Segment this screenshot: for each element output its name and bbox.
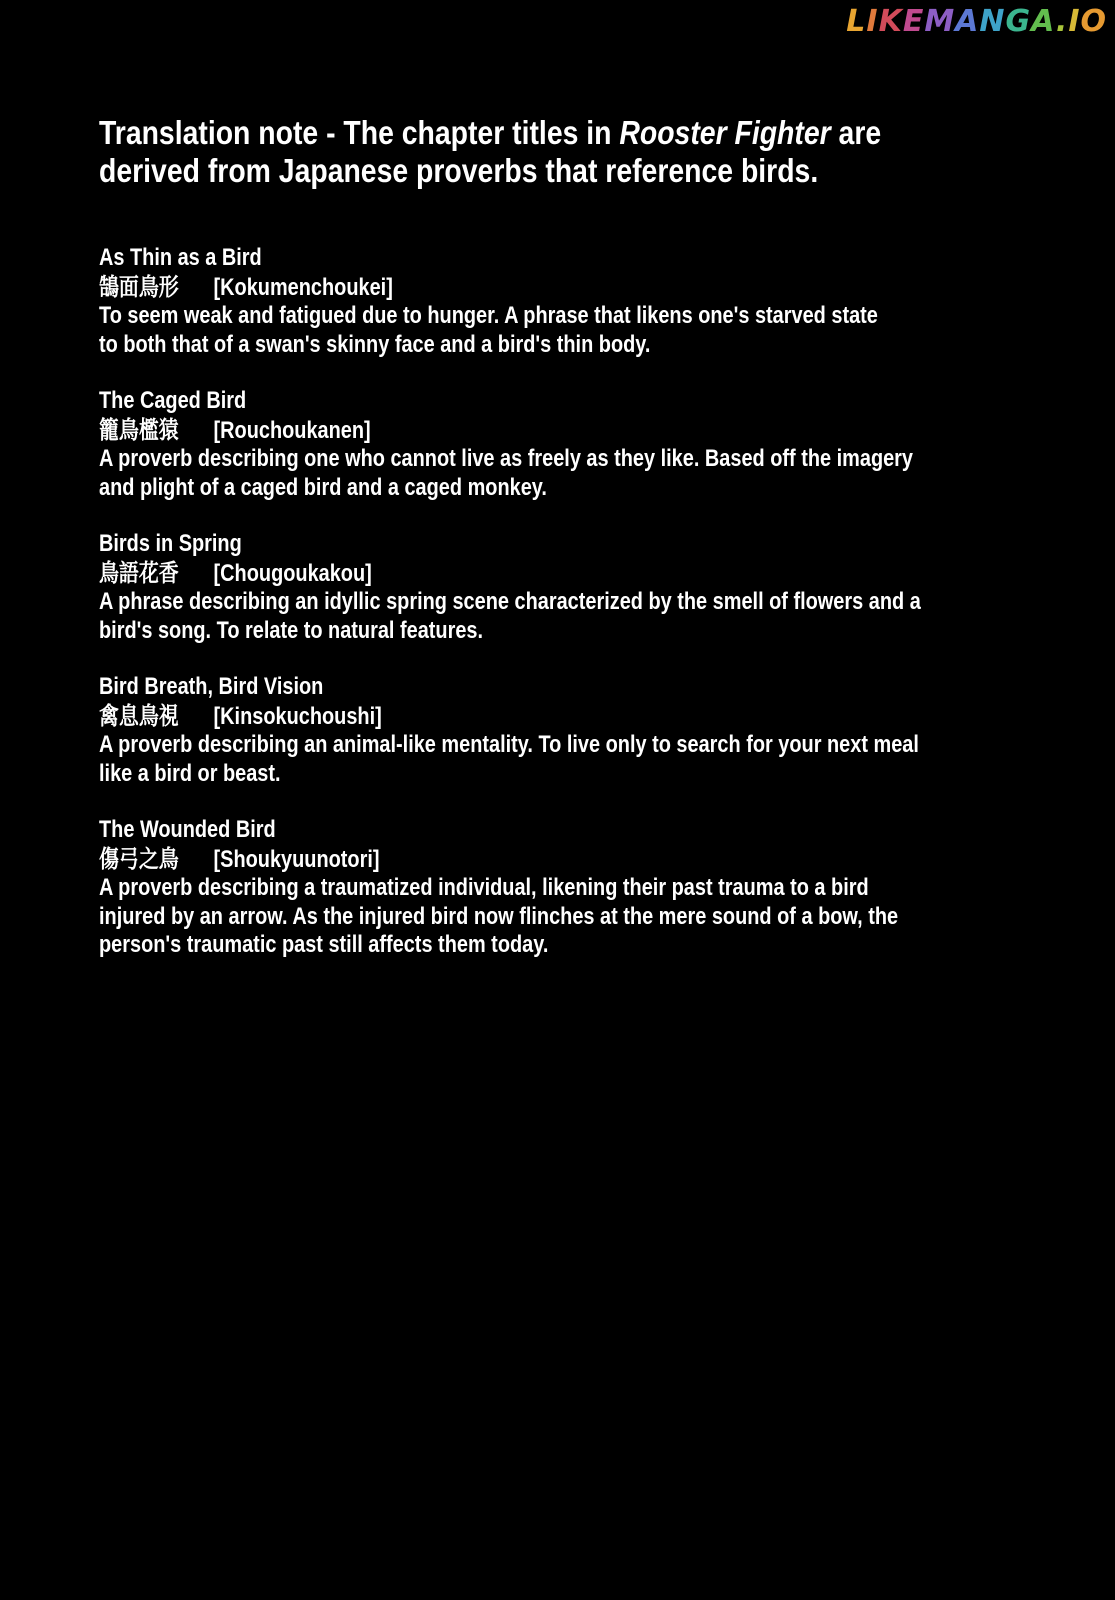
chapter-title: Birds in Spring [99, 530, 242, 557]
proverb-kanji: 傷弓之鳥 [99, 844, 179, 873]
proverb-description: A proverb describing an animal-like mentality. To live only to search for your next meal [99, 731, 919, 758]
note-heading [99, 114, 959, 190]
proverb-entry [99, 530, 946, 645]
watermark-letter: L [846, 4, 867, 39]
heading-line-2: derived from Japanese proverbs that reference birds. [99, 152, 819, 189]
heading-text: are [830, 114, 882, 151]
proverb-description: A proverb describing one who cannot live as freely as they like. Based off the imagery [99, 445, 914, 472]
heading-line-1 [99, 114, 959, 152]
proverb-entry [99, 244, 946, 359]
translation-note [99, 114, 979, 988]
watermark-letter: . [1055, 4, 1069, 39]
chapter-title: As Thin as a Bird [99, 244, 262, 271]
proverb-reading: [Shoukyuunotori] [213, 845, 380, 873]
watermark-letter: G [1005, 4, 1032, 39]
proverb-entry [99, 816, 946, 960]
proverb-description: to both that of a swan's skinny face and a bird's thin body. [99, 330, 651, 358]
watermark-letter: I [1068, 4, 1081, 39]
proverb-kanji: 鵠面鳥形 [99, 272, 179, 301]
proverb-entry [99, 387, 946, 502]
kanji-row [99, 559, 946, 589]
kanji-row [99, 845, 946, 875]
proverb-description: To seem weak and fatigued due to hunger. A phrase that likens one's starved state [99, 302, 878, 329]
heading-text: Translation note - The chapter titles in [99, 114, 620, 151]
proverb-description: like a bird or beast. [99, 759, 281, 787]
proverb-reading: [Kokumenchoukei] [213, 273, 393, 301]
series-title: Rooster Fighter [619, 114, 831, 151]
proverb-description: A phrase describing an idyllic spring scene characterized by the smell of flowers and a [99, 588, 921, 615]
watermark-letter: K [878, 4, 903, 39]
chapter-title: The Wounded Bird [99, 816, 276, 843]
watermark-letter: I [866, 4, 879, 39]
proverb-kanji: 鳥語花香 [99, 558, 179, 587]
proverb-description: and plight of a caged bird and a caged monkey. [99, 473, 547, 501]
watermark-letter: A [1031, 4, 1056, 39]
proverb-kanji: 禽息鳥視 [99, 701, 179, 730]
watermark-letter: O [1080, 4, 1107, 39]
proverb-reading: [Rouchoukanen] [213, 416, 371, 444]
site-watermark-logo [846, 4, 1107, 39]
kanji-row [99, 702, 946, 732]
proverb-kanji: 籠鳥檻猿 [99, 415, 179, 444]
kanji-row [99, 273, 946, 303]
kanji-row [99, 416, 946, 446]
proverb-description: person's traumatic past still affects them today. [99, 931, 549, 958]
watermark-letter: E [902, 4, 925, 39]
proverb-description: A proverb describing a traumatized individual, likening their past trauma to a bird [99, 874, 869, 901]
proverb-description: bird's song. To relate to natural features. [99, 616, 484, 644]
chapter-title: Bird Breath, Bird Vision [99, 673, 324, 700]
watermark-letter: A [955, 4, 980, 39]
watermark-letter: M [924, 4, 956, 39]
watermark-letter: N [979, 4, 1006, 39]
proverb-reading: [Chougoukakou] [213, 559, 372, 587]
proverb-description: injured by an arrow. As the injured bird now flinches at the mere sound of a bow, the [99, 902, 899, 930]
proverb-entry [99, 673, 946, 788]
chapter-title: The Caged Bird [99, 387, 247, 414]
proverb-reading: [Kinsokuchoushi] [213, 702, 382, 730]
